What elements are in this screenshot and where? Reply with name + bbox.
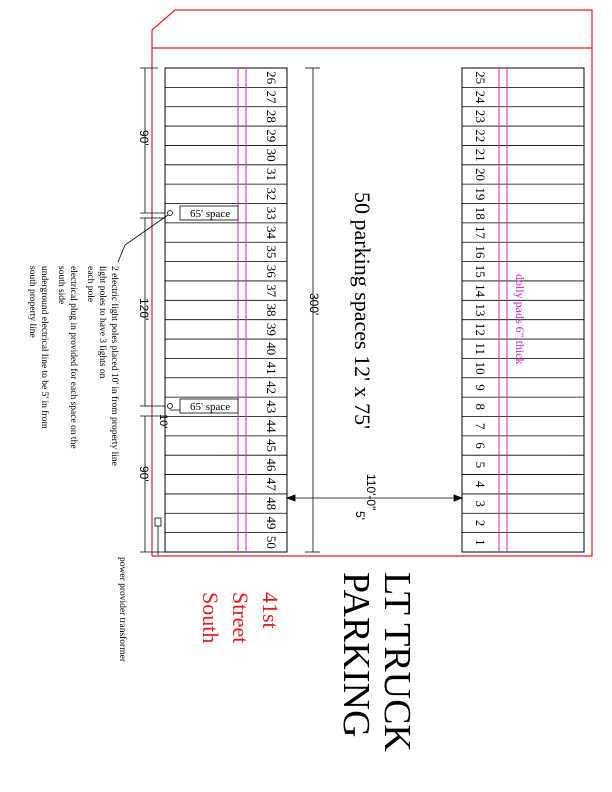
stall-number-37: 37 — [264, 284, 280, 298]
stall-number-12: 12 — [473, 322, 489, 336]
site-notes — [27, 266, 120, 466]
title-line-1: LT TRUCK — [376, 572, 418, 752]
stall-number-3: 3 — [473, 500, 489, 507]
stall-number-13: 13 — [473, 303, 489, 317]
note-line-3: each pole — [85, 266, 95, 303]
note-line-6: underground electrical line to be 5' in from — [39, 266, 49, 429]
stall-number-26: 26 — [264, 71, 280, 85]
stall-number-4: 4 — [473, 480, 489, 488]
stall-number-6: 6 — [473, 442, 489, 449]
light-pole-1 — [168, 211, 173, 216]
transformer-symbol — [155, 518, 161, 526]
stall-number-42: 42 — [264, 380, 280, 394]
segment-3-label: 90' — [137, 466, 151, 482]
stall-number-17: 17 — [473, 226, 489, 240]
stall-number-20: 20 — [473, 167, 489, 181]
space-note-1: 65' space — [190, 208, 231, 220]
stall-number-33: 33 — [264, 206, 280, 220]
stall-number-1: 1 — [473, 539, 489, 546]
dimension-offset-label: 5' — [353, 511, 367, 520]
stall-number-7: 7 — [473, 422, 489, 430]
stall-number-40: 40 — [264, 342, 280, 356]
stall-number-49: 49 — [264, 516, 280, 530]
street-line-3: South — [198, 592, 223, 644]
stall-number-8: 8 — [473, 403, 489, 411]
stall-number-30: 30 — [264, 148, 280, 162]
stall-number-43: 43 — [264, 400, 280, 414]
stall-number-39: 39 — [264, 322, 280, 336]
stall-number-19: 19 — [473, 187, 489, 201]
stall-number-35: 35 — [264, 245, 280, 259]
stall-number-44: 44 — [264, 419, 280, 433]
segment-2-label: 120' — [137, 298, 151, 321]
stall-number-9: 9 — [473, 384, 489, 391]
stall-number-23: 23 — [473, 109, 489, 123]
note-line-4: electrical plug in provided for each space on the — [68, 266, 78, 449]
stall-number-48: 48 — [264, 497, 280, 511]
dolly-pads-label: dolly pads 6" thick — [513, 274, 527, 365]
stall-number-5: 5 — [473, 461, 489, 469]
stall-number-41: 41 — [264, 361, 280, 375]
dimension-width-label: 110'-0" — [364, 474, 378, 511]
parking-spaces-label: 50 parking spaces 12' x 75' — [350, 192, 375, 430]
stall-number-50: 50 — [264, 535, 280, 549]
stall-number-11: 11 — [473, 342, 489, 355]
stall-number-28: 28 — [264, 109, 280, 123]
stall-number-14: 14 — [473, 284, 489, 298]
space-note-2: 65' space — [190, 401, 231, 413]
stall-number-47: 47 — [264, 477, 280, 491]
stall-number-31: 31 — [264, 167, 280, 181]
segment-1-label: 90' — [137, 130, 151, 146]
stall-number-21: 21 — [473, 148, 489, 162]
street-line-2: Street — [228, 592, 253, 644]
pole-leader-line — [118, 215, 168, 262]
stall-number-2: 2 — [473, 519, 489, 527]
title-line-2: PARKING — [335, 572, 377, 738]
stall-numbers-south — [264, 71, 279, 549]
stall-number-25: 25 — [473, 71, 489, 85]
stall-number-16: 16 — [473, 245, 489, 259]
note-line-5: south side — [56, 266, 66, 305]
stall-number-27: 27 — [264, 90, 280, 104]
stall-number-36: 36 — [264, 264, 280, 278]
stall-number-15: 15 — [473, 264, 489, 278]
stall-number-18: 18 — [473, 206, 489, 220]
gap-small-label: 10' — [157, 414, 169, 429]
stall-number-34: 34 — [264, 226, 280, 240]
stall-number-10: 10 — [473, 361, 489, 375]
stall-number-46: 46 — [264, 458, 280, 472]
light-pole-2 — [168, 404, 173, 409]
transformer-label: power provider transformer — [117, 557, 127, 662]
street-line-1: 41st — [258, 592, 283, 629]
stall-number-29: 29 — [264, 129, 280, 143]
stall-number-38: 38 — [264, 303, 280, 317]
note-line-2: light poles to have 3 lights on — [97, 266, 107, 379]
stall-number-32: 32 — [264, 187, 280, 201]
stall-number-22: 22 — [473, 129, 489, 143]
note-line-7: south property line — [27, 266, 37, 338]
stall-number-24: 24 — [473, 90, 489, 104]
dimension-300-label: 300' — [307, 293, 321, 316]
stall-number-45: 45 — [264, 439, 280, 453]
note-line-1: 2 electric light poles placed 10' in from property line — [109, 266, 119, 466]
